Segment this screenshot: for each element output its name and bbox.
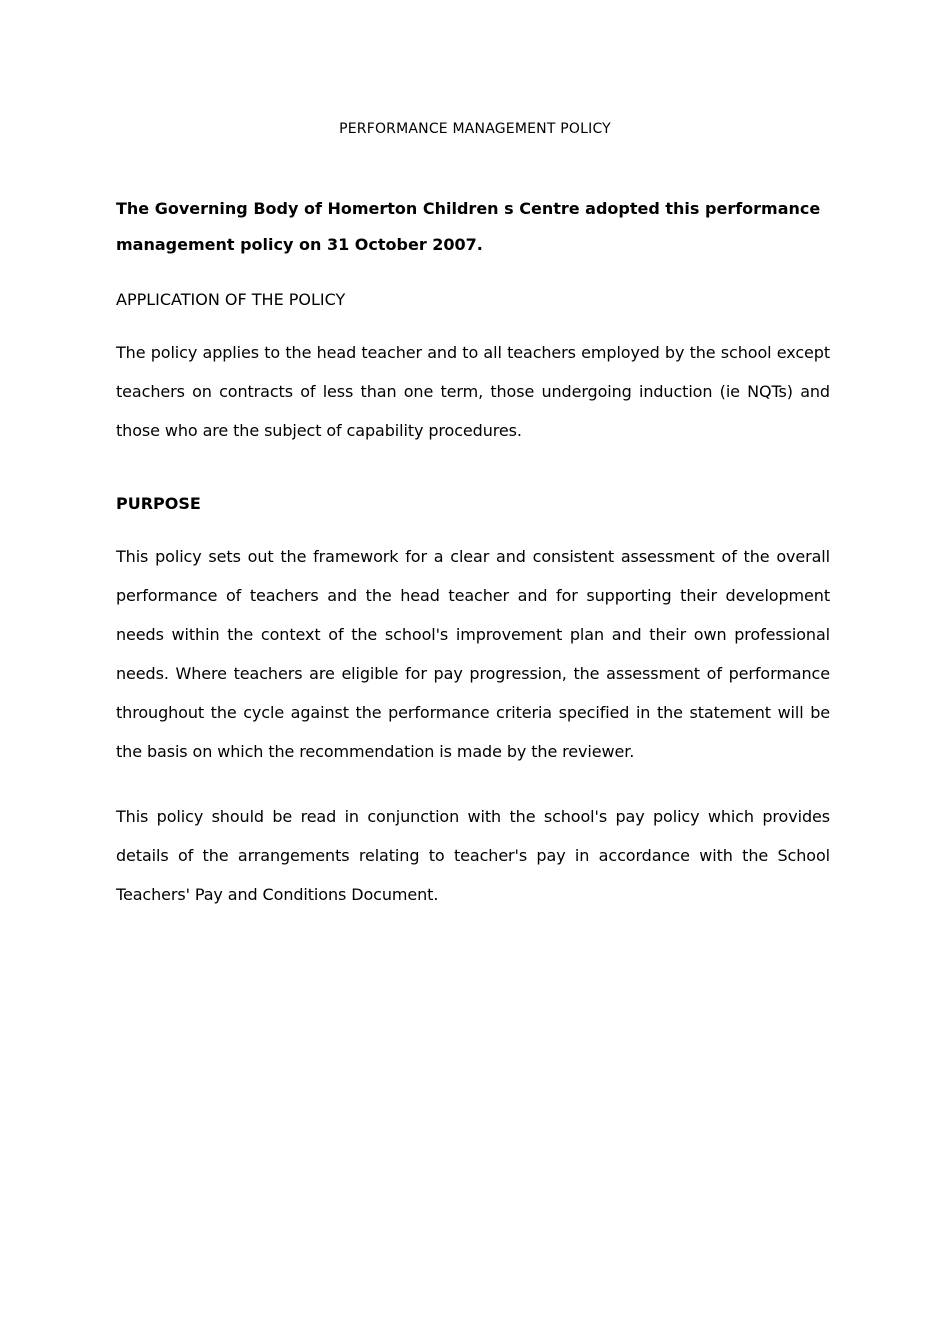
purpose-paragraph-1: This policy sets out the framework for a clear and consistent assessment of the overall performance of teachers and the head teacher and for supporting their development needs within the context of the school's improvement plan and their own professional needs. Where teachers are eligible for pay progression, the assessment of performance throughout the cycle against the performance criteria specified in the statement will be the basis on which the recommendation is made by the reviewer. xyxy=(116,547,830,761)
section-heading-application: APPLICATION OF THE POLICY xyxy=(116,290,346,309)
adoption-statement: The Governing Body of Homerton Children s Centre adopted this performance management policy on 31 October 2007. xyxy=(116,199,821,254)
purpose-paragraph-2: This policy should be read in conjunction with the school's pay policy which provides details of the arrangements relating to teacher's pay in accordance with the School Teachers' Pay and Conditions Document. xyxy=(116,807,830,904)
page-title: PERFORMANCE MANAGEMENT POLICY xyxy=(339,121,611,137)
application-paragraph: The policy applies to the head teacher and to all teachers employed by the school except teachers on contracts of less than one term, those undergoing induction (ie NQTs) and those who are the subject of capability procedures. xyxy=(116,343,830,440)
section-heading-purpose: PURPOSE xyxy=(116,494,201,513)
